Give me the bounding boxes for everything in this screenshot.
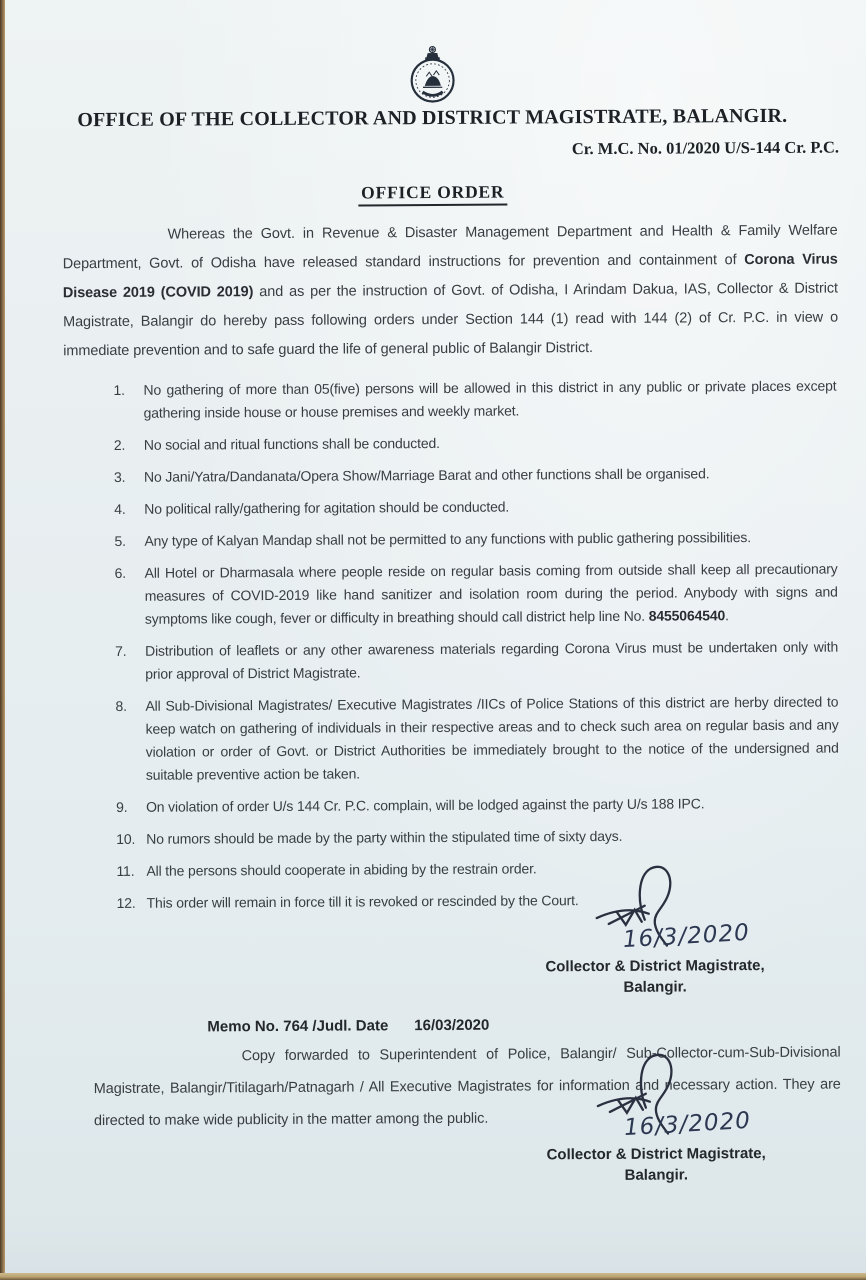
- signatory-title-line1: Collector & District Magistrate,: [546, 1144, 766, 1164]
- signatory-title-line2: Balangir.: [624, 1166, 689, 1184]
- order-item-5: [114, 526, 837, 553]
- preamble-bold-covid: Corona Virus Disease 2019 (COVID 2019): [62, 251, 838, 302]
- order-text: All Sub-Divisional Magistrates/ Executive Magistrates /IICs of Police Stations of this district are herby directed to keep watch on gathering of individuals in their respective areas and to check such area on regular basis and any violation or order of Govt. or District Authorities be immediately brought to the notice of the undersigned and suitable preventive action be taken.: [145, 693, 839, 783]
- order-item-3: [114, 462, 837, 489]
- signatory-title-line1: Collector & District Magistrate,: [545, 956, 765, 976]
- order-text-before: All Hotel or Dharmasala where people reside on regular basis coming from outside shall keep all precautionary measures of COVID-2019 like hand sanitizer and isolation room during the period. Anybody with signs and symptoms like cough, fever or difficulty in breathing should call district help line No.: [144, 560, 838, 627]
- order-number: 7.: [115, 642, 127, 659]
- order-number: 1.: [113, 381, 125, 398]
- memo-body: Copy forwarded to Superintendent of Police, Balangir/ Sub-Collector-cum-Sub-Divisional Magistrate, Balangir/Titilagarh/Patnagarh / All Executive Magistrates for information and necessary action. They are directed to make wide publicity in the matter among the public.: [93, 1044, 841, 1130]
- helpline-number: 8455064540: [648, 607, 726, 624]
- order-heading-wrap: [2, 179, 863, 208]
- memo-heading: [207, 1014, 866, 1035]
- order-number: 8.: [115, 697, 127, 714]
- signature-block-1: [504, 869, 835, 996]
- order-item-10: [116, 824, 839, 851]
- signatory-title: [505, 955, 805, 999]
- order-text-after: .: [725, 607, 729, 624]
- signatory-title-line2: Balangir.: [623, 978, 687, 996]
- signatory-title: [506, 1143, 806, 1187]
- order-text: No political rally/gathering for agitation should be conducted.: [144, 498, 510, 517]
- order-text: No rumors should be made by the party within the stipulated time of sixty days.: [146, 827, 623, 847]
- order-number: 3.: [113, 468, 126, 485]
- order-heading: OFFICE ORDER: [358, 182, 507, 207]
- order-item-8: [115, 691, 839, 787]
- memo-date: 16/03/2020: [414, 1016, 490, 1035]
- order-text: This order will remain in force till it is revoked or rescinded by the Court.: [146, 892, 579, 911]
- preamble-paragraph: [62, 217, 838, 367]
- order-item-6: [115, 558, 838, 631]
- order-text: No gathering of more than 05(five) persons will be allowed in this district in any public or private places except gathering inside house or house premises and weekly market.: [143, 377, 837, 421]
- preamble-text-before: Whereas the Govt. in Revenue & Disaster Management Department and Health & Family Welfare Department, Govt. of Odisha have released standard instructions for prevention and containment of: [62, 222, 838, 273]
- order-number: 9.: [115, 798, 128, 815]
- order-text: On violation of order U/s 144 Cr. P.C. complain, will be lodged against the party U/s 188 IPC.: [145, 795, 705, 815]
- preamble-text-after: and as per the instruction of Govt. of Odisha, I Arindam Dakua, IAS, Collector & District Magistrate, Balangir do hereby pass following orders under Section 144 (1) read with 144 (2) of Cr. P.C. in view o immediate prevention and to safe guard the life of general public of Balangir District.: [63, 280, 839, 360]
- order-text: All the persons should cooperate in abiding by the restrain order.: [146, 860, 537, 879]
- order-item-1: [113, 375, 836, 425]
- order-item-2: [114, 430, 837, 457]
- case-number: Cr. M.C. No. 01/2020 U/S-144 Cr. P.C.: [571, 137, 840, 159]
- orders-list: [113, 375, 839, 915]
- document-content: [1, 0, 866, 1276]
- signature-block-2: [506, 1057, 837, 1184]
- order-number: 2.: [113, 436, 126, 453]
- order-number: 11.: [116, 862, 135, 879]
- order-text: [145, 558, 838, 631]
- order-text: No social and ritual functions shall be conducted.: [143, 434, 440, 453]
- order-item-9: [116, 792, 839, 819]
- order-text: Distribution of leaflets or any other awareness materials regarding Corona Virus must be undertaken only with prior approval of District Magistrate.: [145, 638, 839, 682]
- odisha-state-emblem-icon: [404, 42, 460, 104]
- order-number: 6.: [114, 564, 127, 581]
- order-number: 10.: [116, 830, 136, 847]
- order-number: 12.: [116, 894, 136, 911]
- handwritten-date: 16/3/2020: [623, 1107, 752, 1142]
- order-item-7: [115, 636, 838, 686]
- memo-number-label: Memo No. 764 /Judl. Date: [207, 1017, 389, 1036]
- order-item-4: [114, 494, 837, 521]
- handwritten-date: 16/3/2020: [622, 919, 751, 954]
- order-text: No Jani/Yatra/Dandanata/Opera Show/Marriage Barat and other functions shall be organised.: [143, 465, 710, 485]
- order-text: Any type of Kalyan Mandap shall not be permitted to any functions with public gathering possibilities.: [144, 529, 751, 549]
- order-number: 5.: [114, 532, 126, 549]
- order-number: 4.: [114, 500, 126, 517]
- office-title: OFFICE OF THE COLLECTOR AND DISTRICT MAGISTRATE, BALANGIR.: [77, 104, 788, 132]
